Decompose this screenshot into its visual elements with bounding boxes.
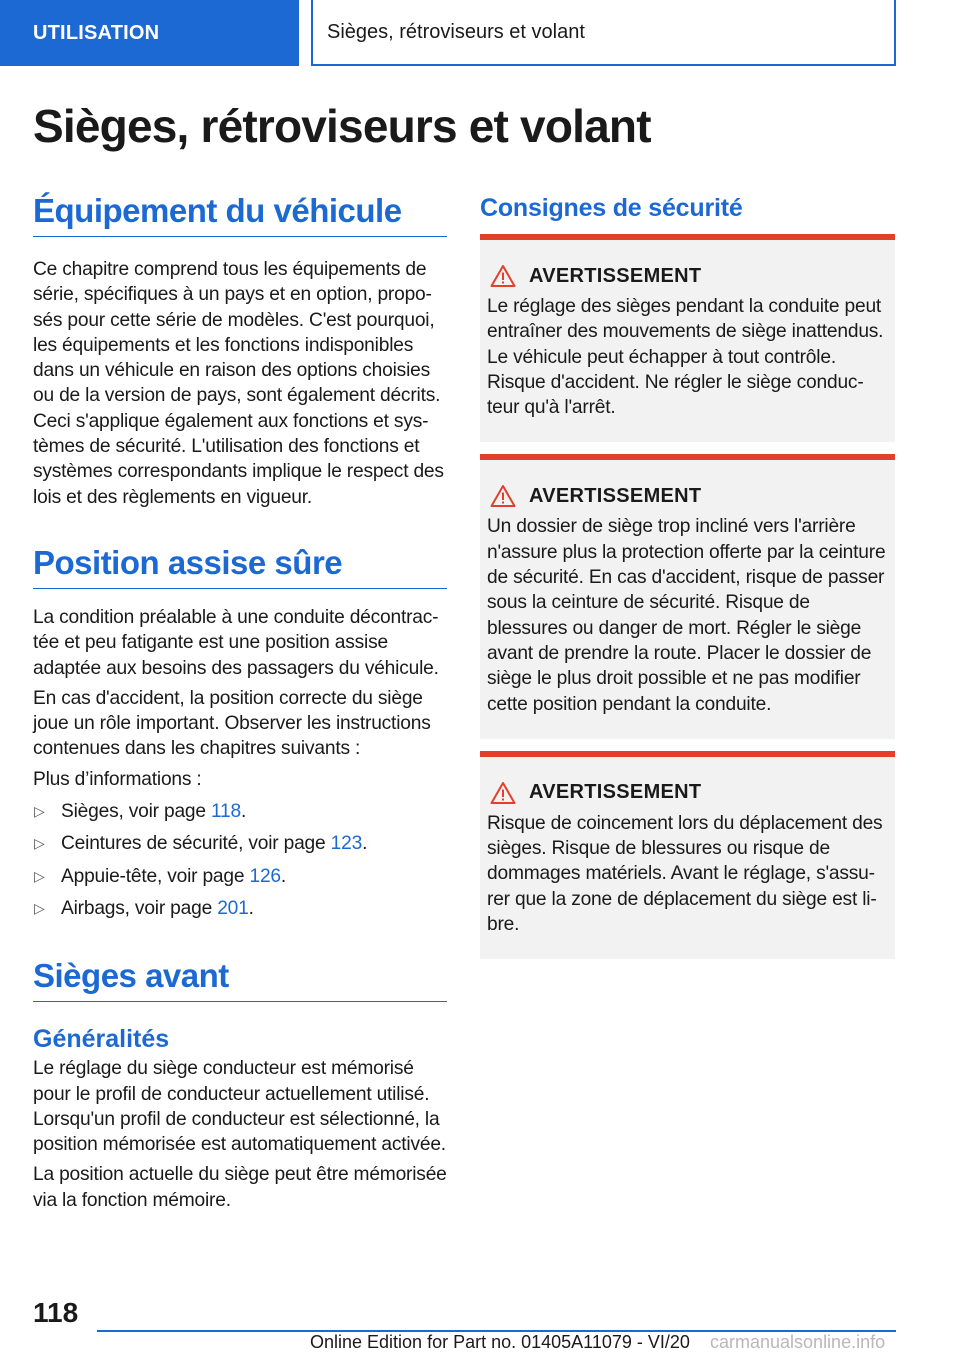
position-paragraph-2: En cas d'accident, la position correcte du siège joue un rôle important. Observer les instructions contenues dans les chapitres suivants : (33, 687, 431, 760)
warning-triangle-icon (490, 781, 516, 805)
warning-text: Le réglage des sièges pendant la conduite peut entraîner des mouvements de siège inattendus. Le véhicule peut échapper à tout contrôle. Risque d'accident. Ne régler le siège conducteur qu'à l'arrêt. (487, 296, 884, 419)
warning-text: Risque de coincement lors du déplacement des sièges. Risque de blessures ou risque de dommages matériels. Avant le réglage, s'assurer que la zone de déplacement du siège est libre. (487, 812, 883, 936)
page-link[interactable]: 201 (217, 897, 249, 919)
heading-equipement: Équipement du véhicule (33, 188, 447, 237)
triangle-right-outline-icon: ▷ (34, 899, 45, 916)
heading-sieges-avant: Sièges avant (33, 953, 447, 1002)
section-tab: Sièges, rétroviseurs et volant (311, 0, 896, 66)
info-list (33, 799, 447, 921)
page-link[interactable]: 123 (330, 833, 363, 855)
left-column (33, 188, 447, 1213)
equipement-paragraph: Ce chapitre comprend tous les équipements de série, spécifiques à un pays et en option, proposés pour cette série de modèles. C'est pourquoi, les équipements et les fonctions indisponibles dans un véhicule en raison des options choisies ou de la version de pays, sont également décrits. Ceci s'applique également aux fonctions et systèmes de sécurité. L'utilisation des fonctions et systèmes correspondants implique le respect des lois et des règlements en vigueur. (33, 259, 444, 508)
heading-position: Position assise sûre (33, 540, 447, 589)
warning-box (480, 454, 895, 738)
page-number: 118 (33, 1297, 79, 1328)
warning-box (480, 234, 895, 442)
position-paragraph-3: Plus d’informations : (33, 768, 202, 790)
position-paragraph-1: La condition préalable à une conduite décontractée et peu fatigante est une position assise adaptée aux besoins des passagers du véhicule. (33, 606, 439, 679)
page-title: Sièges, rétroviseurs et volant (33, 100, 651, 152)
warning-text: Un dossier de siège trop incliné vers l'arrière n'assure plus la protection offerte par la ceinture de sécurité. En cas d'accident, risque de passer sous la ceinture de sécurité. Risque de blessures ou danger de mort. Régler le siège avant de prendre la route. Placer le dossier de siège le plus droit possible et ne pas modifier cette position pendant la conduite. (487, 516, 886, 715)
warning-triangle-icon (490, 484, 516, 508)
warning-box (480, 751, 895, 959)
right-column (480, 188, 895, 959)
triangle-right-outline-icon: ▷ (34, 867, 45, 884)
warning-title: AVERTISSEMENT (529, 484, 702, 507)
page-link[interactable]: 118 (211, 801, 241, 823)
list-item: ▷ Ceintures de sécurité, voir page 123. (33, 831, 447, 856)
footer-edition: Online Edition for Part no. 01405A11079 - VI/20 (310, 1332, 690, 1352)
list-item: ▷ Sièges, voir page 118. (33, 799, 447, 824)
triangle-right-outline-icon: ▷ (34, 835, 45, 852)
list-item: ▷ Appuie-tête, voir page 126. (33, 864, 447, 889)
subheading-generalites: Généralités (33, 1025, 170, 1054)
warning-title: AVERTISSEMENT (529, 264, 702, 287)
generalites-paragraph-1: Le réglage du siège conducteur est mémorisé pour le profil de conducteur actuellement utilisé. Lorsqu'un profil de conducteur est sélectionné, la position mémorisée est automatiquement activée. (33, 1058, 446, 1156)
triangle-right-outline-icon: ▷ (34, 803, 45, 820)
list-item: ▷ Airbags, voir page 201. (33, 896, 447, 921)
generalites-paragraph-2: La position actuelle du siège peut être mémorisée via la fonction mémoire. (33, 1164, 447, 1211)
warning-triangle-icon (490, 264, 516, 288)
footer-watermark[interactable]: carmanualsonline.info (710, 1332, 886, 1352)
heading-consignes: Consignes de sécurité (480, 194, 743, 222)
page-header (0, 0, 960, 66)
chapter-tab: UTILISATION (0, 0, 299, 66)
page-link[interactable]: 126 (249, 865, 281, 887)
warning-title: AVERTISSEMENT (529, 781, 702, 804)
